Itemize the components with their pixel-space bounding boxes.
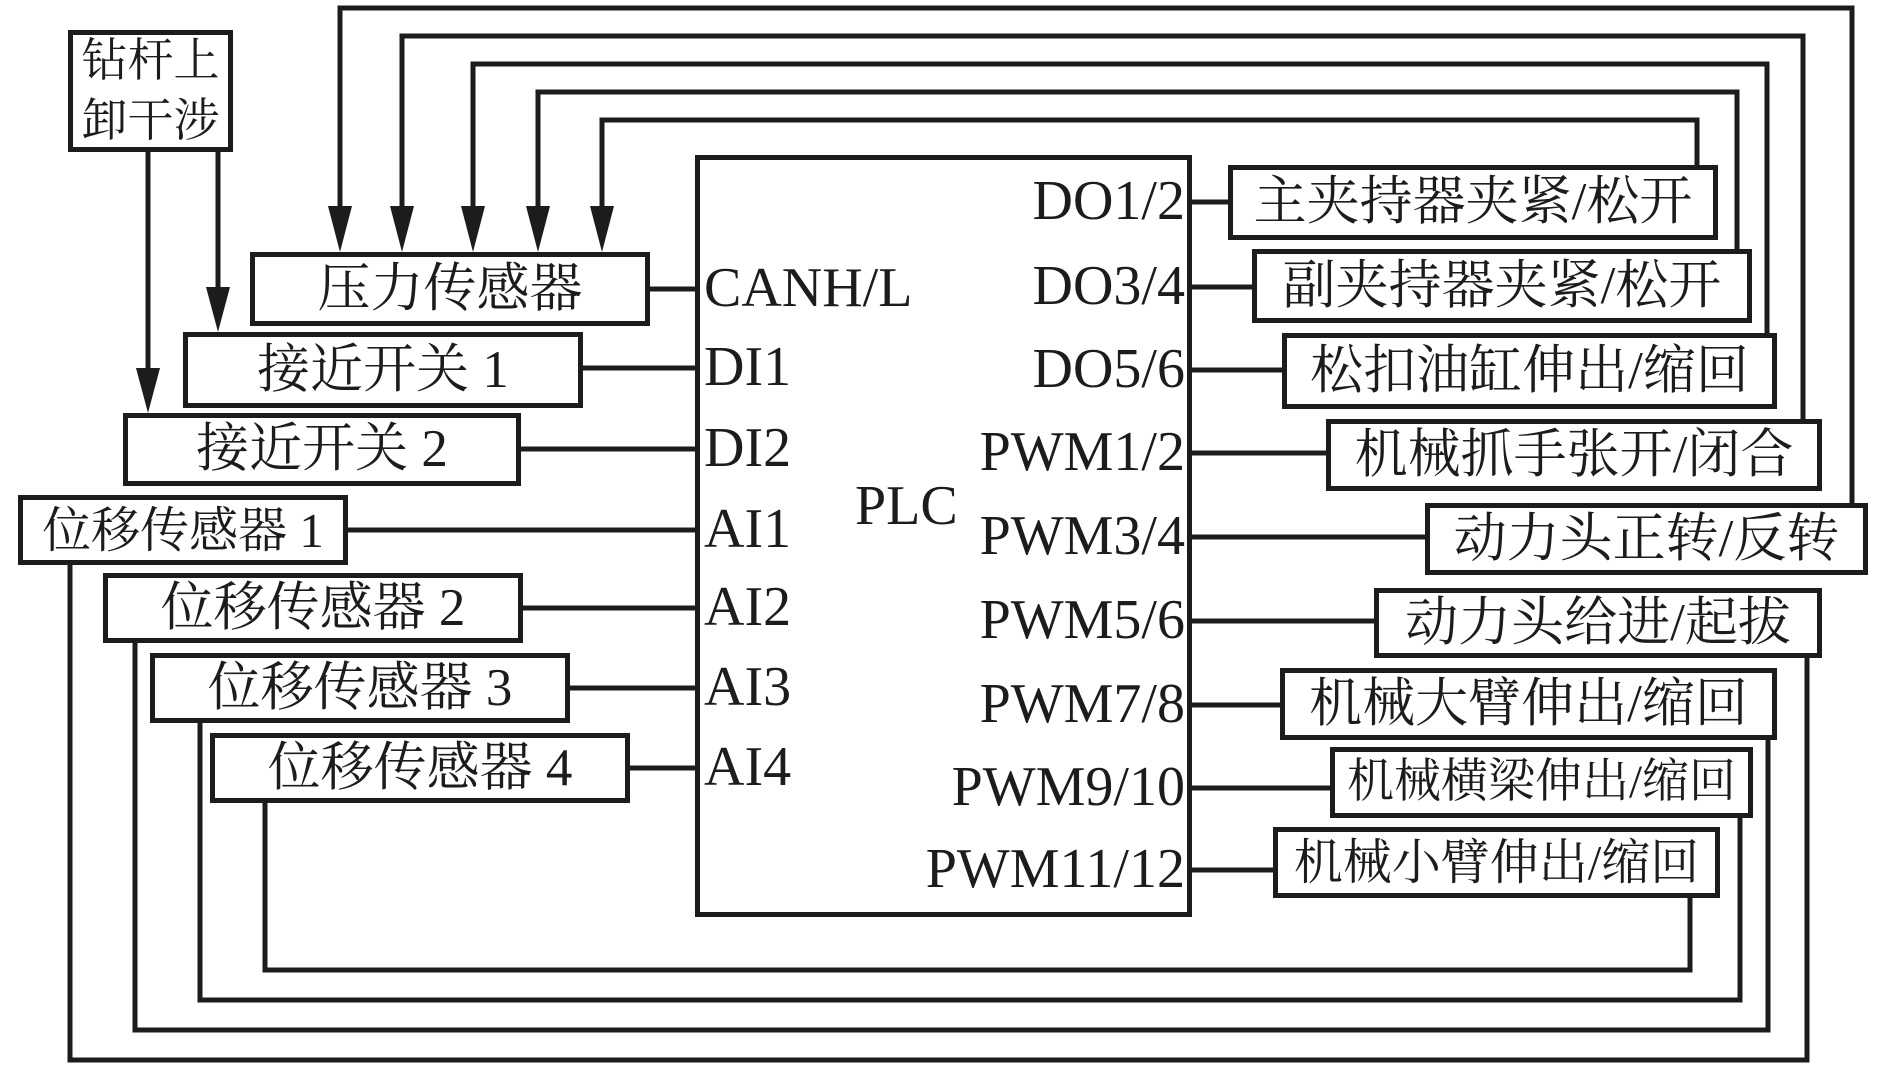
- box-drill-pipe-interference: [68, 30, 233, 152]
- box-proximity-switch-1: 接近开关 1: [183, 332, 583, 408]
- arrow-down-icon: [590, 206, 614, 252]
- interference-arrow-to-proximity2: [136, 150, 160, 413]
- box-pressure-sensor: 压力传感器: [250, 252, 650, 326]
- pin-pwm1112: PWM11/12: [925, 837, 1185, 900]
- box-cross-beam: 机械横梁伸出/缩回: [1330, 747, 1753, 818]
- box-displacement-sensor-2: 位移传感器 2: [103, 573, 523, 643]
- arrow-down-icon: [328, 206, 352, 252]
- box-powerhead-feed: 动力头给进/起拔: [1374, 588, 1822, 658]
- pin-pwm56: PWM5/6: [979, 588, 1185, 651]
- pin-ai3: AI3: [704, 655, 792, 718]
- plc-title: PLC: [855, 475, 958, 537]
- pin-di2: DI2: [704, 416, 792, 479]
- pin-pwm34: PWM3/4: [979, 504, 1185, 567]
- interference-line2: 卸干涉: [81, 95, 220, 146]
- box-displacement-sensor-3: 位移传感器 3: [150, 653, 570, 723]
- box-big-arm: 机械大臂伸出/缩回: [1280, 668, 1777, 740]
- interference-line1: 钻杆上: [81, 35, 220, 87]
- box-mechanical-gripper: 机械抓手张开/闭合: [1326, 419, 1822, 491]
- arrow-down-icon: [461, 206, 485, 252]
- pin-ai1: AI1: [704, 497, 792, 560]
- pin-do12: DO1/2: [1032, 169, 1185, 232]
- pin-do34: DO3/4: [1032, 254, 1185, 317]
- box-aux-clamp: 副夹持器夹紧/松开: [1252, 249, 1752, 323]
- box-displacement-sensor-4: 位移传感器 4: [210, 733, 630, 803]
- arrow-down-icon: [390, 206, 414, 252]
- box-proximity-switch-2: 接近开关 2: [123, 413, 521, 486]
- arrow-down-icon: [526, 206, 550, 252]
- pin-ai2: AI2: [704, 575, 792, 638]
- pin-pwm78: PWM7/8: [979, 672, 1185, 735]
- box-main-clamp: 主夹持器夹紧/松开: [1228, 165, 1718, 240]
- pin-do56: DO5/6: [1032, 337, 1185, 400]
- pin-pwm910: PWM9/10: [951, 755, 1185, 818]
- box-powerhead-rotation: 动力头正转/反转: [1425, 503, 1868, 575]
- pin-pwm12: PWM1/2: [979, 420, 1185, 483]
- box-small-arm: 机械小臂伸出/缩回: [1273, 827, 1720, 898]
- pin-ai4: AI4: [704, 735, 792, 798]
- pin-canhl: CANH/L: [704, 256, 913, 319]
- arrow-down-icon: [136, 368, 160, 413]
- box-displacement-sensor-1: 位移传感器 1: [18, 495, 348, 565]
- arrow-down-icon: [206, 287, 230, 332]
- box-breakout-cylinder: 松扣油缸伸出/缩回: [1282, 333, 1777, 409]
- interference-arrow-to-proximity1: [206, 150, 230, 332]
- pin-di1: DI1: [704, 335, 792, 398]
